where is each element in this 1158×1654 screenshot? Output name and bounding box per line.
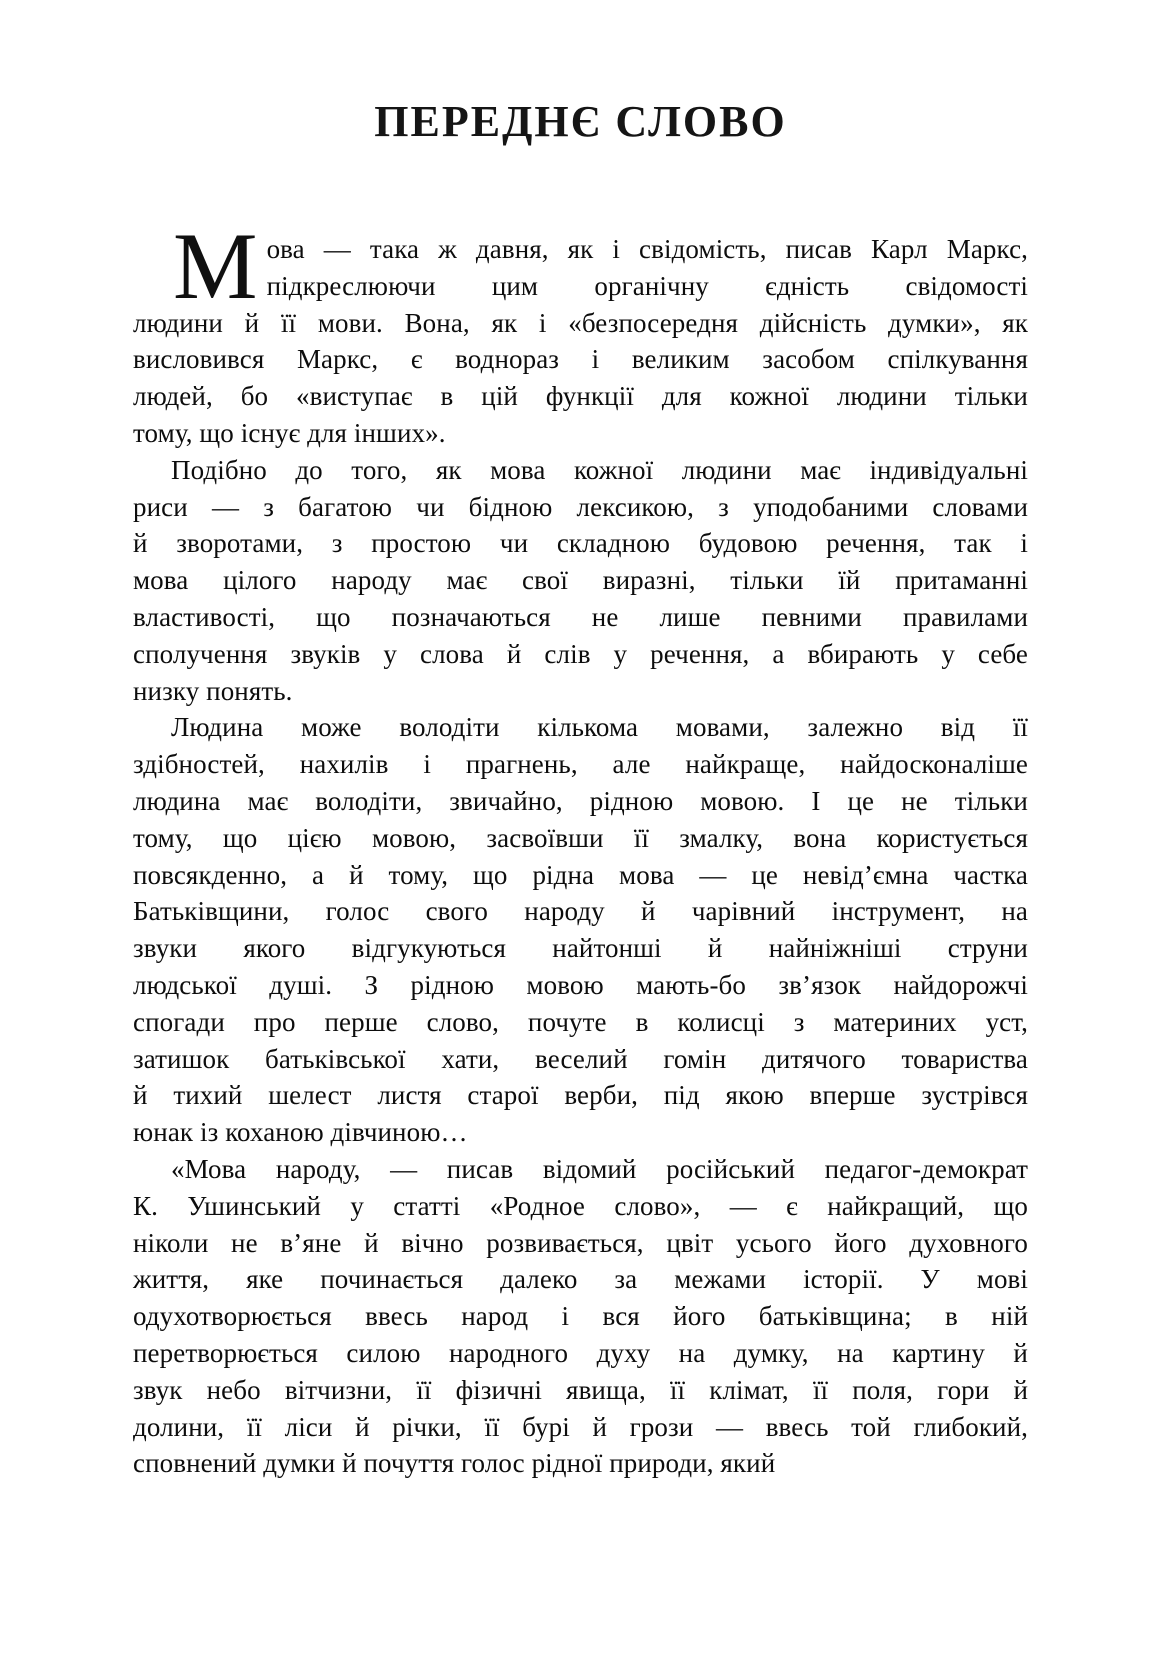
text-line: юнак із коханою дівчиною… (133, 1117, 468, 1148)
text-line: здібностей, нахилів і прагнень, але найкраще, найдосконаліше (133, 749, 1028, 780)
text-line: ніколи не в’яне й вічно розвивається, цвіт усього його духовного (133, 1227, 1028, 1258)
text-line: життя, яке починається далеко за межами історії. У мові (133, 1264, 1028, 1295)
paragraph (133, 709, 1028, 1151)
text-line: долини, її ліси й річки, її бурі й грози — ввесь той глибокий, (133, 1411, 1028, 1442)
text-line: Батьківщини, голос свого народу й чарівний інструмент, на (133, 896, 1028, 927)
paragraph (133, 1151, 1028, 1482)
text-line: перетворюється силою народного духу на думку, на картину й (133, 1337, 1028, 1368)
text-line: К. Ушинський у статті «Родное слово», — є найкращий, що (133, 1190, 1028, 1221)
text-line: Людина може володіти кількома мовами, залежно від її (171, 712, 1028, 743)
body-text (133, 213, 1028, 1482)
text-line: підкреслюючи цим органічну єдність свідомості (266, 270, 1028, 301)
paragraph (133, 452, 1028, 710)
text-line: звук небо вітчизни, її фізичні явища, її клімат, її поля, гори й (133, 1374, 1028, 1405)
text-line: людина має володіти, звичайно, рідною мовою. І це не тільки (133, 785, 1028, 816)
text-line: й тихий шелест листя старої верби, під якою вперше зустрівся (133, 1080, 1028, 1111)
text-line: Подібно до того, як мова кожної людини має індивідуальні (171, 454, 1028, 485)
text-line: й зворотами, з простою чи складною будовою речення, так і (133, 528, 1028, 559)
page-title: ПЕРЕДНЄ СЛОВО (374, 97, 787, 146)
text-line: тому, що існує для інших». (133, 417, 446, 448)
text-line: «Мова народу, — писав відомий російський педагог-демократ (171, 1153, 1028, 1184)
text-line: спогади про перше слово, почуте в колисці з материних уст, (133, 1006, 1028, 1037)
text-line: повсякденно, а й тому, що рідна мова — це невід’ємна частка (133, 859, 1028, 890)
text-line: мова цілого народу має свої виразні, тільки їй притаманні (133, 565, 1028, 596)
text-line: затишок батьківської хати, веселий гомін дитячого товариства (133, 1043, 1028, 1074)
text-line: звуки якого відгукуються найтонші й найніжніші струни (133, 933, 1028, 964)
text-line: висловився Маркс, є воднораз і великим засобом спілкування (133, 344, 1028, 375)
text-line: одухотворюється ввесь народ і вся його батьківщина; в ній (133, 1301, 1028, 1332)
text-line: сповнений думки й почуття голос рідної природи, який (133, 1448, 776, 1479)
text-line: людей, бо «виступає в цій функції для кожної людини тільки (133, 381, 1028, 412)
text-line: сполучення звуків у слова й слів у речення, а вбирають у себе (133, 638, 1028, 669)
text-line: тому, що цією мовою, засвоївши її змалку, вона користується (133, 822, 1028, 853)
text-line: властивості, що позначаються не лише певними правилами (133, 601, 1028, 632)
text-line: людської душі. З рідною мовою мають-бо зв’язок найдорожчі (133, 969, 1028, 1000)
text-line-content: ова — така ж давня, як і свідомість, писав Карл Маркс, (266, 234, 1028, 264)
paragraph (133, 213, 1028, 452)
text-line: людини й її мови. Вона, як і «безпосередня дійсність думки», як (133, 307, 1028, 338)
text-line: риси — з багатою чи бідною лексикою, з уподобаними словами (133, 491, 1028, 522)
text-line: низку понять. (133, 675, 293, 706)
drop-cap: М (173, 213, 258, 319)
